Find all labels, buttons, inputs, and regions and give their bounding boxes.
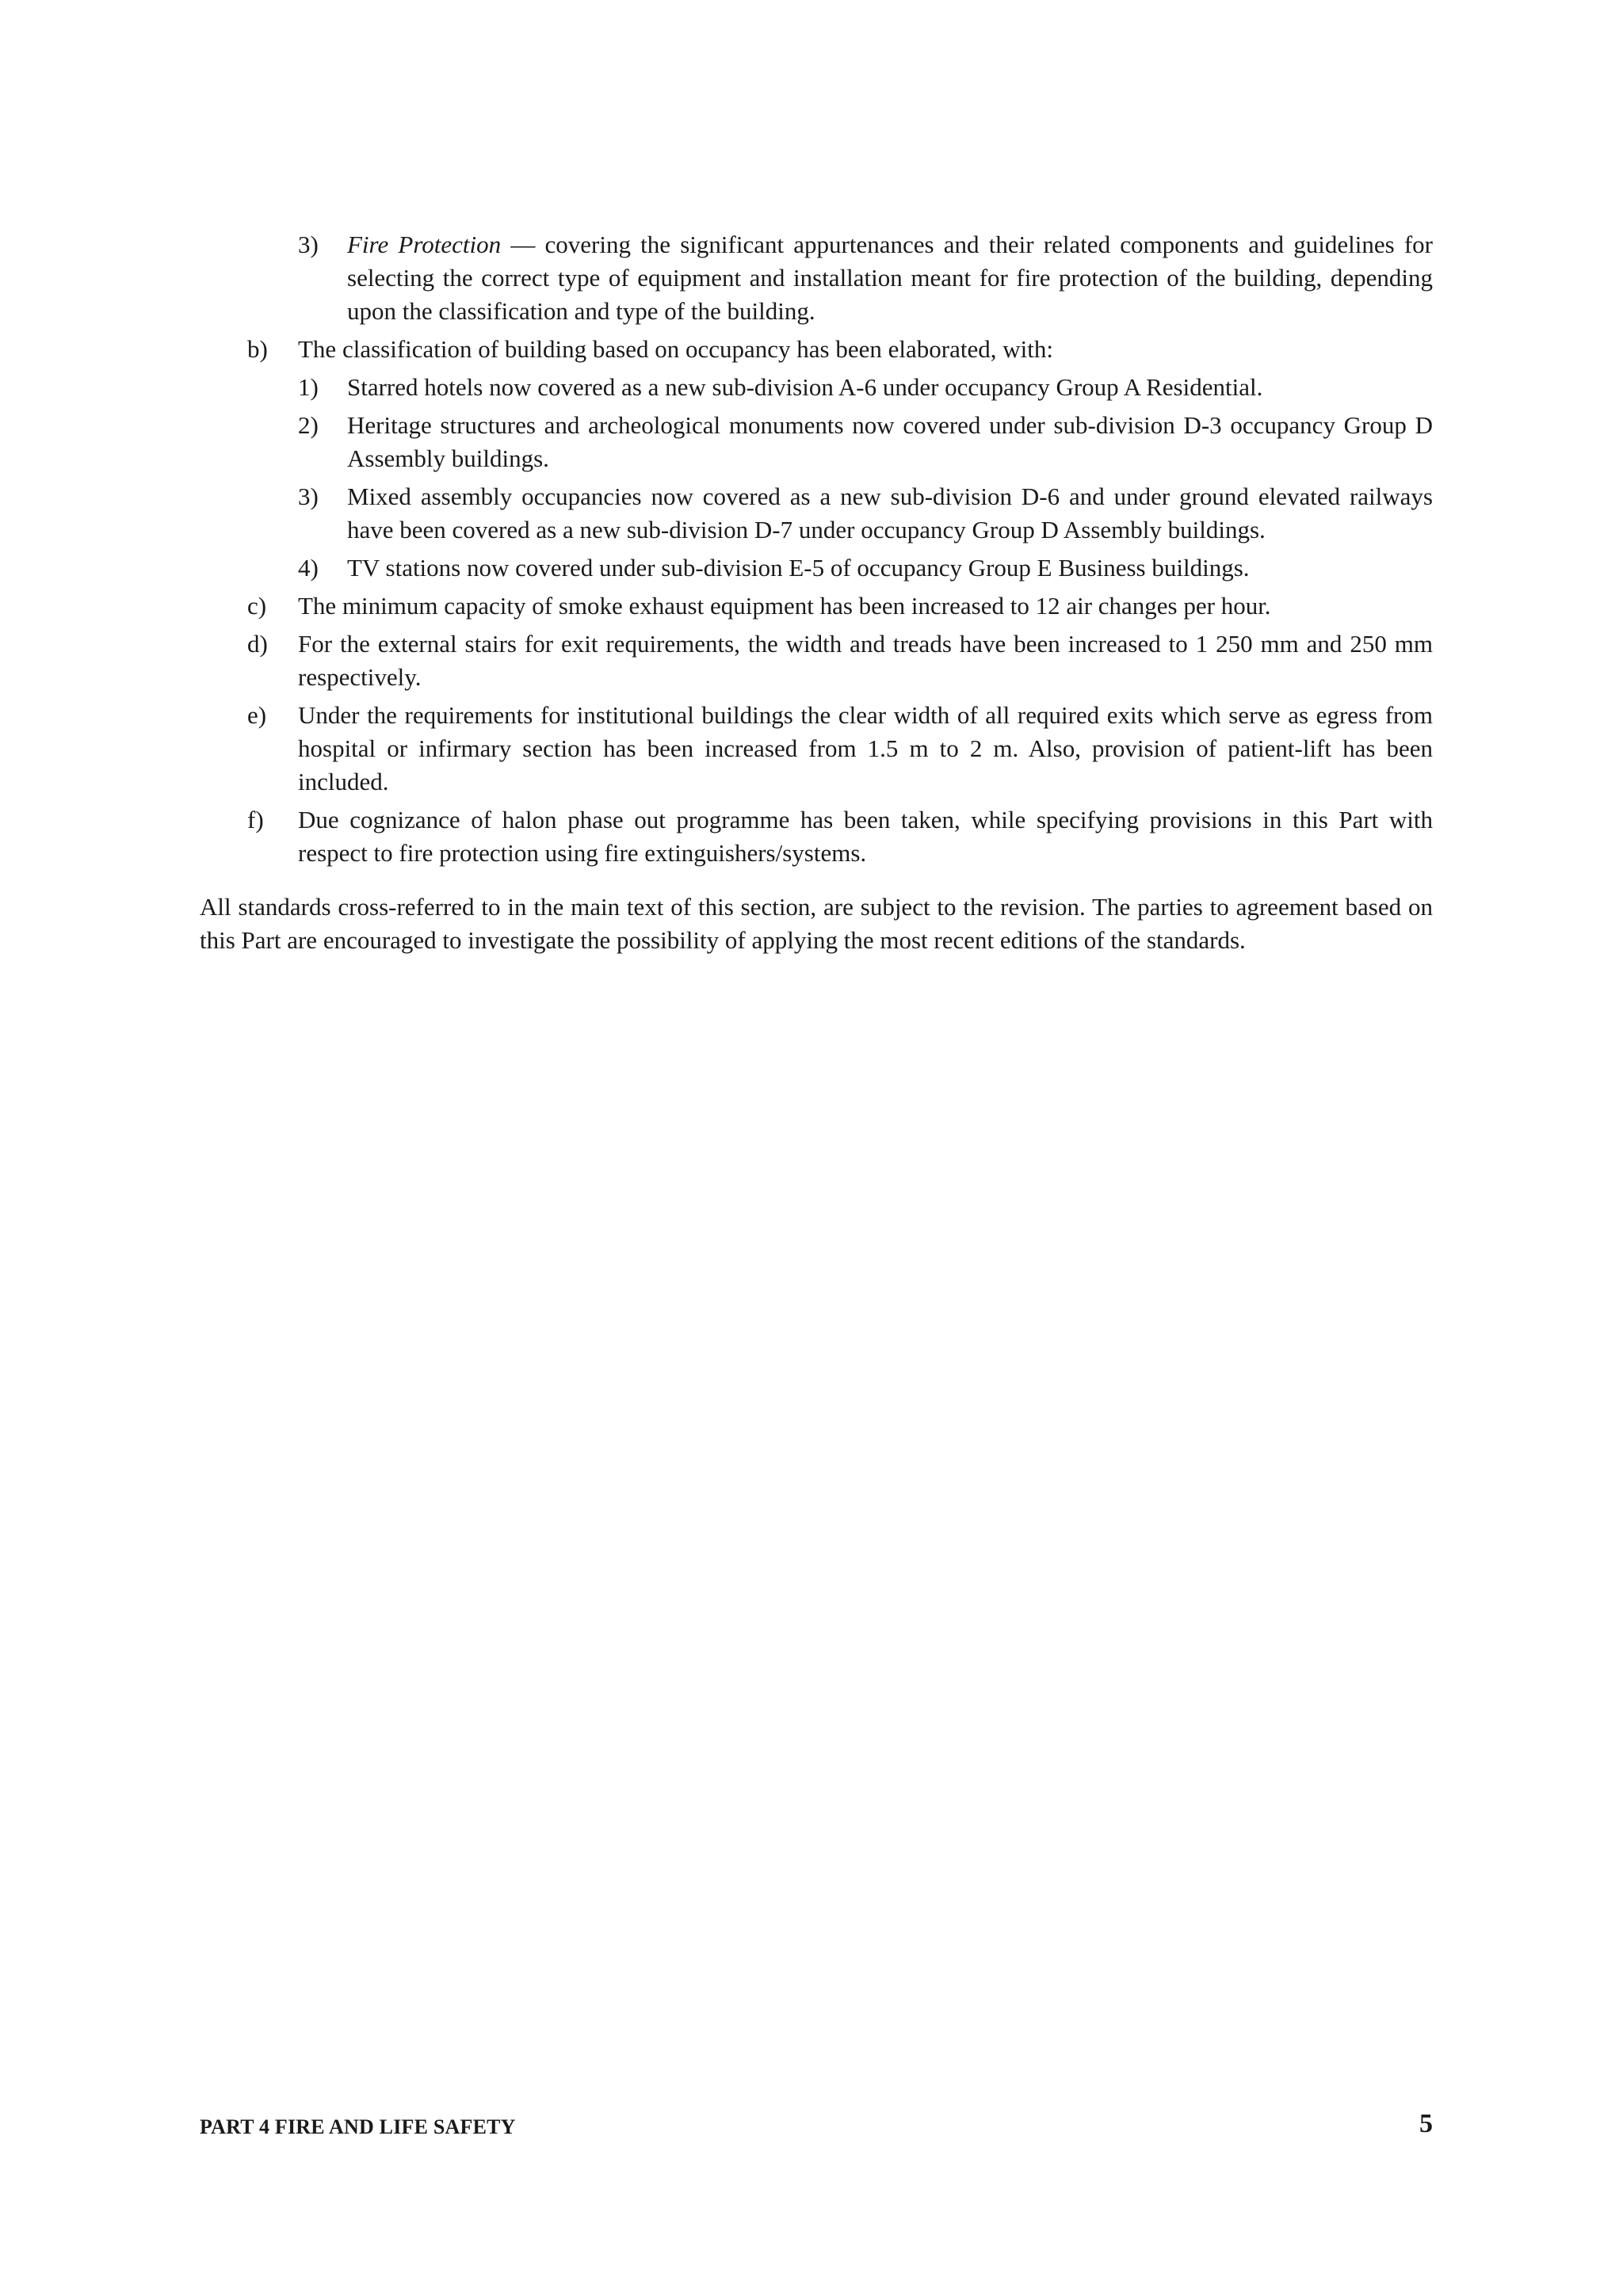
document-body — [200, 228, 1433, 982]
sub-list-item — [200, 371, 1433, 404]
item-text: Starred hotels now covered as a new sub-division A-6 under occupancy Group A Residential. — [347, 373, 1263, 401]
item-text: Under the requirements for institutional buildings the clear width of all required exits which serve as egress from hospital or infirmary section has been increased from 1.5 m to 2 m. Also, provision of patient-lift has been included. — [298, 701, 1433, 795]
closing-paragraph: All standards cross-referred to in the main text of this section, are subject to the revision. The parties to agreement based on this Part are encouraged to investigate the possibility of applying the most recent editions of the standards. — [200, 893, 1433, 954]
list-marker: 3) — [298, 231, 319, 258]
list-marker: b) — [247, 335, 268, 363]
list-item-b — [200, 333, 1433, 366]
list-marker: d) — [247, 630, 268, 658]
list-item-f — [200, 803, 1433, 870]
list-marker: 3) — [298, 482, 319, 510]
list-marker: f) — [247, 806, 264, 833]
sub-list-item — [200, 480, 1433, 547]
list-marker: 2) — [298, 411, 319, 439]
item-text: TV stations now covered under sub-division E-5 of occupancy Group E Business buildings. — [347, 554, 1250, 582]
list-marker: c) — [247, 592, 267, 620]
item-text: Mixed assembly occupancies now covered as a new sub-division D-6 and under ground elevated railways have been covered as a new sub-division D-7 under occupancy Group D Assembly buildings. — [347, 482, 1433, 543]
list-marker: 4) — [298, 554, 319, 582]
list-item-e — [200, 699, 1433, 799]
list-item-d — [200, 627, 1433, 694]
list-item-c — [200, 589, 1433, 623]
item-title: Fire Protection — [347, 231, 502, 258]
list-marker: e) — [247, 701, 267, 729]
footer-section-title: PART 4 FIRE AND LIFE SAFETY — [200, 2115, 516, 2138]
item-text: The minimum capacity of smoke exhaust equipment has been increased to 12 air changes per hour. — [298, 592, 1271, 620]
item-text: Heritage structures and archeological monuments now covered under sub-division D-3 occupancy Group D Assembly buildings. — [347, 411, 1433, 472]
item-text: For the external stairs for exit requirements, the width and treads have been increased to 1 250 mm and 250 mm respectively. — [298, 630, 1433, 691]
page-footer — [200, 2107, 1433, 2139]
sub-list-item — [200, 551, 1433, 585]
page-number: 5 — [1419, 2109, 1433, 2138]
item-text: — covering the significant appurtenances and their related components and guidelines for selecting the correct type of equipment and installation meant for fire protection of the building, depending upon the classification and type of the building. — [347, 231, 1433, 325]
item-text: Due cognizance of halon phase out programme has been taken, while specifying provisions in this Part with respect to fire protection using fire extinguishers/systems. — [298, 806, 1433, 867]
sub-list-item — [200, 409, 1433, 475]
list-marker: 1) — [298, 373, 319, 401]
list-item-fire-protection — [200, 228, 1433, 328]
item-text: The classification of building based on occupancy has been elaborated, with: — [298, 335, 1053, 363]
